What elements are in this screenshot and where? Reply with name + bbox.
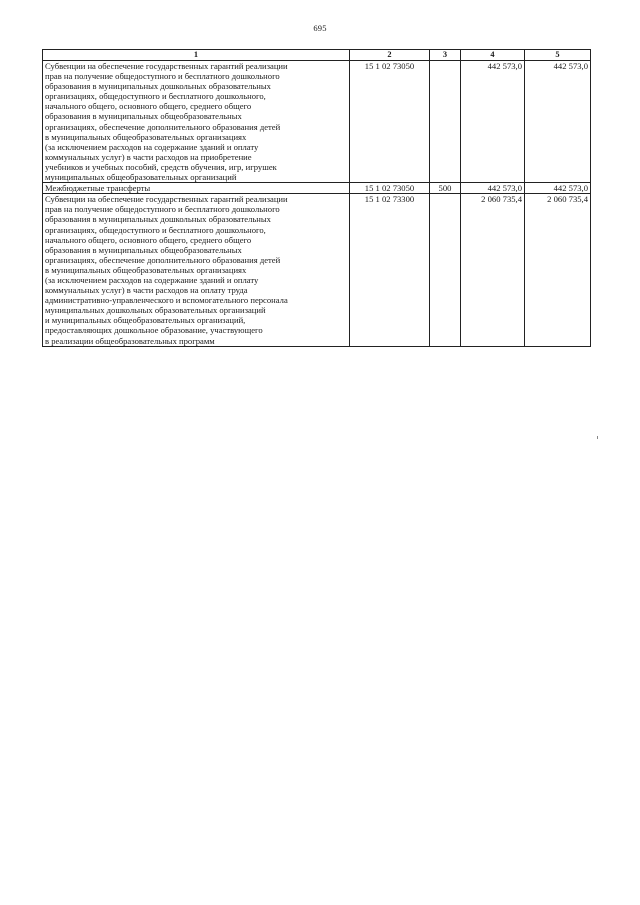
budget-table [42, 49, 591, 347]
row-expense-type [430, 61, 461, 183]
row-description: Субвенции на обеспечение государственных гарантий реализации прав на получение общедоступного и бесплатного дошкольного образования в муниципальных дошкольных образовательных организациях, общедоступного и бесплатного дошкольного, начального общего, основного общего, среднего общего образования в муниципальных общеобразовательных организациях, обеспечение дополнительного образования детей в муниципальных общеобразовательных организациях (за исключением расходов на содержание зданий и оплату коммунальных услуг) в части расходов на оплату труда административно-управленческого и вспомогательного персонала муниципальных дошкольных образовательных организаций и муниципальных общеобразовательных организаций, предоставляющих дошкольное образование, участвующего в реализации общеобразовательных программ [43, 194, 350, 346]
header-col-3: 3 [430, 50, 461, 61]
row-target-code: 15 1 02 73050 [350, 61, 430, 183]
table-row [43, 183, 591, 194]
table-row [43, 61, 591, 183]
table-header-row [43, 50, 591, 61]
header-col-5: 5 [525, 50, 591, 61]
row-amount-col-4: 2 060 735,4 [461, 194, 525, 346]
row-expense-type: 500 [430, 183, 461, 194]
row-expense-type [430, 194, 461, 346]
row-amount-col-4: 442 573,0 [461, 183, 525, 194]
table-row [43, 194, 591, 346]
row-amount-col-5: 442 573,0 [525, 183, 591, 194]
header-col-4: 4 [461, 50, 525, 61]
row-target-code: 15 1 02 73300 [350, 194, 430, 346]
row-target-code: 15 1 02 73050 [350, 183, 430, 194]
page-number: 695 [313, 23, 327, 33]
row-amount-col-5: 442 573,0 [525, 61, 591, 183]
scan-artifact-mark [597, 436, 598, 439]
header-col-2: 2 [350, 50, 430, 61]
row-amount-col-5: 2 060 735,4 [525, 194, 591, 346]
row-description: Межбюджетные трансферты [43, 183, 350, 194]
header-col-1: 1 [43, 50, 350, 61]
row-description: Субвенции на обеспечение государственных гарантий реализации прав на получение общедоступного и бесплатного дошкольного образования в муниципальных дошкольных образовательных организациях, общедоступного и бесплатного дошкольного, начального общего, основного общего, среднего общего образования в муниципальных общеобразовательных организациях, обеспечение дополнительного образования детей в муниципальных общеобразовательных организациях (за исключением расходов на содержание зданий и оплату коммунальных услуг) в части расходов на приобретение учебников и учебных пособий, средств обучения, игр, игрушек муниципальных общеобразовательных организаций [43, 61, 350, 183]
row-amount-col-4: 442 573,0 [461, 61, 525, 183]
